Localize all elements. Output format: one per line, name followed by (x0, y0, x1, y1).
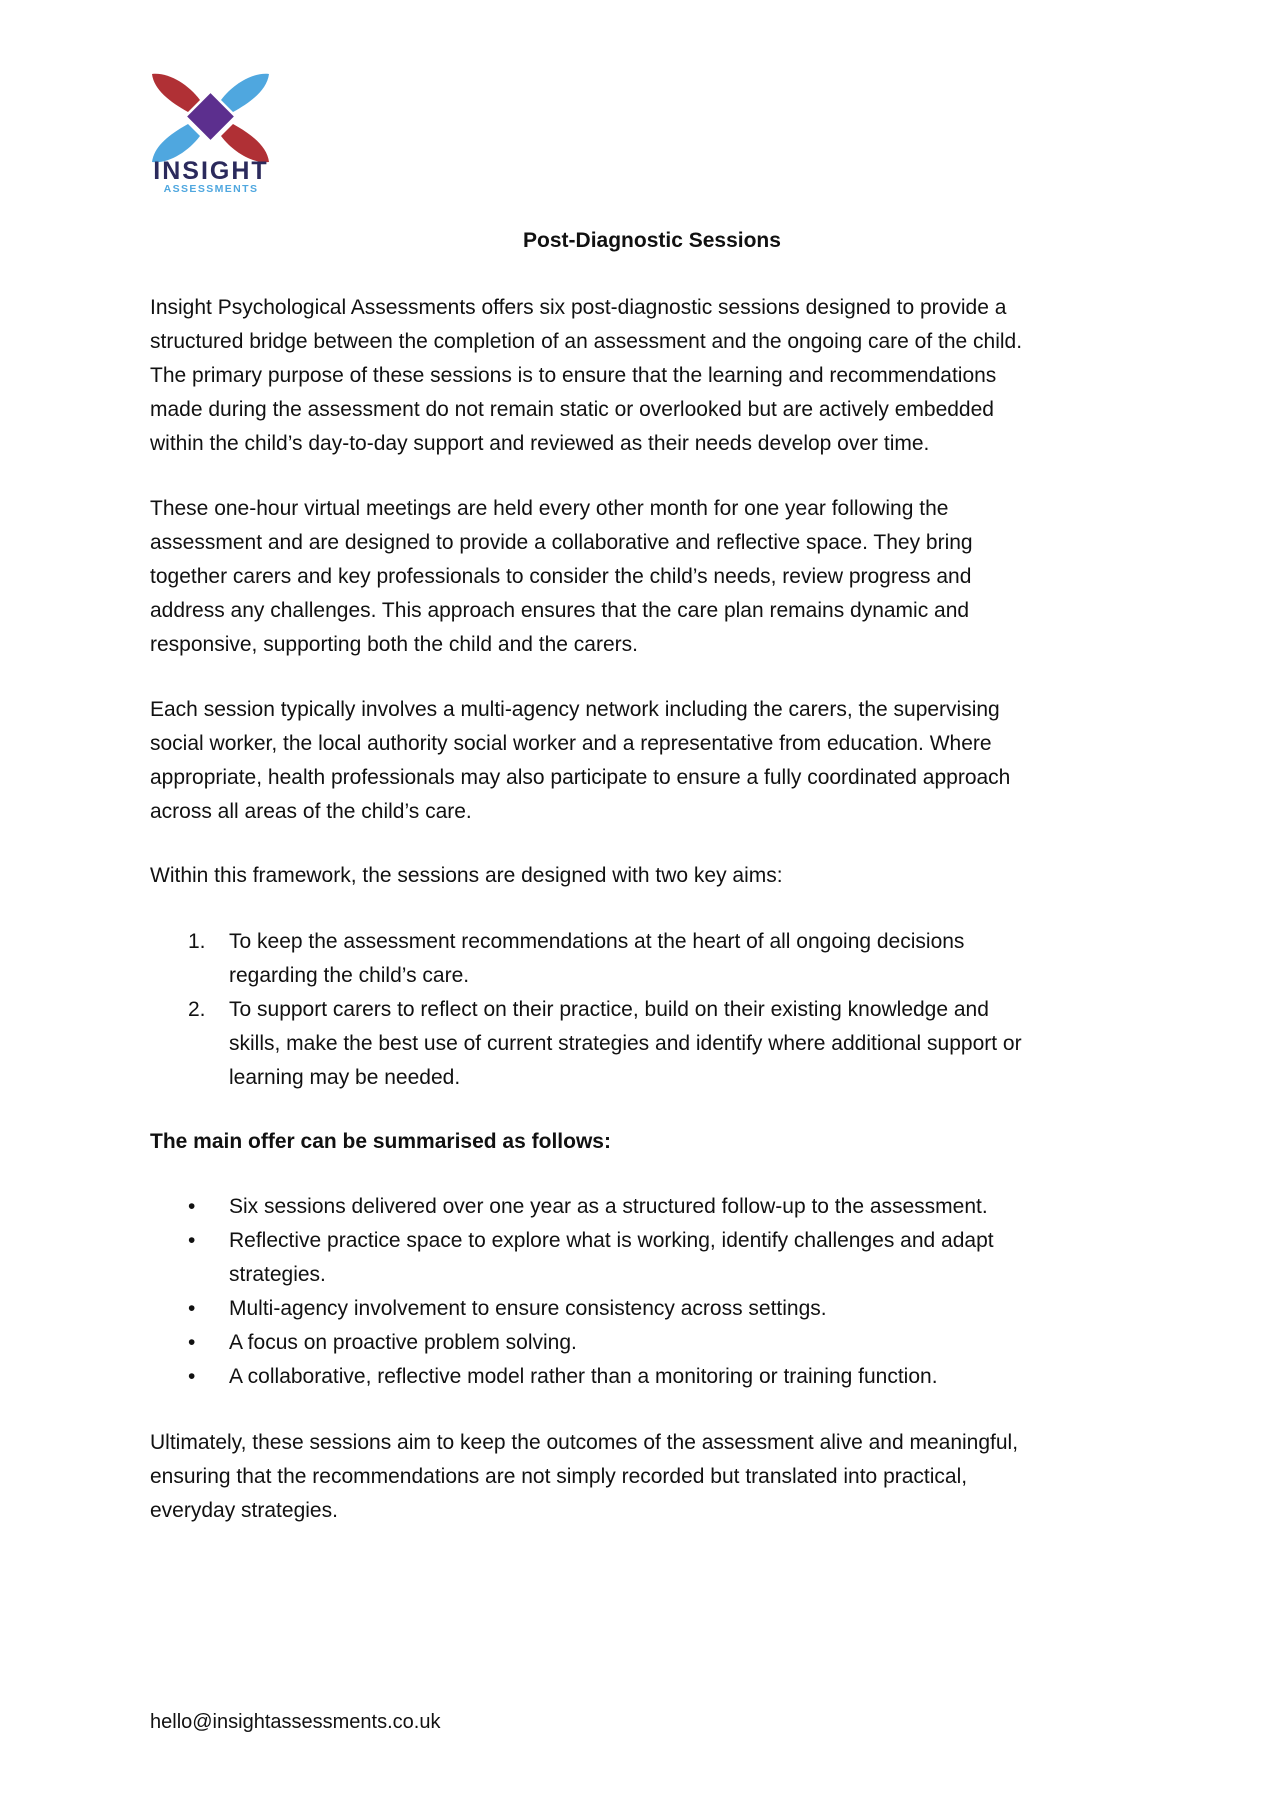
list-marker: • (188, 1365, 196, 1388)
list-marker: • (188, 1195, 196, 1218)
text-line: To keep the assessment recommendations at the heart of all ongoing decisions (229, 930, 965, 953)
text-line: Six sessions delivered over one year as a structured follow-up to the assessment. (229, 1195, 988, 1218)
list-item (150, 1190, 994, 1224)
text-line: everyday strategies. (150, 1499, 338, 1522)
text-line: A focus on proactive problem solving. (229, 1331, 577, 1354)
text-line: Ultimately, these sessions aim to keep the outcomes of the assessment alive and meaningful, (150, 1431, 1019, 1454)
text-line: across all areas of the child’s care. (150, 800, 472, 823)
list-marker: 2. (188, 998, 206, 1021)
text-line: ensuring that the recommendations are not simply recorded but translated into practical, (150, 1465, 968, 1488)
text-line: The primary purpose of these sessions is to ensure that the learning and recommendations (150, 364, 997, 387)
text-line: within the child’s day-to-day support and reviewed as their needs develop over time. (150, 432, 930, 455)
logo-subtitle: ASSESSMENTS (163, 183, 259, 195)
list-marker: • (188, 1297, 196, 1320)
list-item (150, 1326, 994, 1360)
text-line: Each session typically involves a multi-agency network including the carers, the supervising (150, 698, 1000, 721)
list-marker: • (188, 1331, 196, 1354)
offer-list (150, 1190, 994, 1394)
paragraph-meetings (150, 492, 973, 662)
text-line: These one-hour virtual meetings are held every other month for one year following the (150, 497, 949, 520)
text-line: made during the assessment do not remain static or overlooked but are actively embedded (150, 398, 994, 421)
text-line: Reflective practice space to explore what is working, identify challenges and adapt (229, 1229, 994, 1252)
text-line: A collaborative, reflective model rather than a monitoring or training function. (229, 1365, 938, 1388)
footer-email[interactable]: hello@insightassessments.co.uk (150, 1711, 441, 1733)
list-marker: 1. (188, 930, 206, 953)
text-line: together carers and key professionals to consider the child’s needs, review progress and (150, 565, 972, 588)
paragraph-aims-intro (150, 859, 783, 893)
text-line: social worker, the local authority social worker and a representative from education. Where (150, 732, 992, 755)
text-line: skills, make the best use of current strategies and identify where additional support or (229, 1032, 1022, 1055)
text-line: assessment and are designed to provide a collaborative and reflective space. They bring (150, 531, 973, 554)
paragraph-intro (150, 291, 1022, 461)
text-line: address any challenges. This approach ensures that the care plan remains dynamic and (150, 599, 970, 622)
text-line: responsive, supporting both the child and the carers. (150, 633, 638, 656)
text-line: Within this framework, the sessions are designed with two key aims: (150, 864, 783, 887)
text-line: Multi-agency involvement to ensure consistency across settings. (229, 1297, 827, 1320)
page-title: Post-Diagnostic Sessions (523, 229, 781, 252)
text-line: regarding the child’s care. (229, 964, 470, 987)
paragraph-network (150, 693, 1010, 829)
list-item (150, 993, 1022, 1095)
paragraph-conclusion (150, 1426, 1018, 1528)
text-line: strategies. (229, 1263, 326, 1286)
offer-heading: The main offer can be summarised as follows: (150, 1130, 611, 1153)
list-item (150, 1224, 994, 1292)
aims-list (150, 925, 1022, 1095)
list-item (150, 1292, 994, 1326)
list-item (150, 1360, 994, 1394)
list-marker: • (188, 1229, 196, 1252)
text-line: To support carers to reflect on their practice, build on their existing knowledge and (229, 998, 989, 1021)
text-line: Insight Psychological Assessments offers six post-diagnostic sessions designed to provide a (150, 296, 1007, 319)
list-item (150, 925, 1022, 993)
text-line: appropriate, health professionals may also participate to ensure a fully coordinated approach (150, 766, 1011, 789)
text-line: structured bridge between the completion of an assessment and the ongoing care of the child. (150, 330, 1023, 353)
text-line: learning may be needed. (229, 1066, 461, 1089)
logo-wordmark: INSIGHT (153, 157, 269, 185)
